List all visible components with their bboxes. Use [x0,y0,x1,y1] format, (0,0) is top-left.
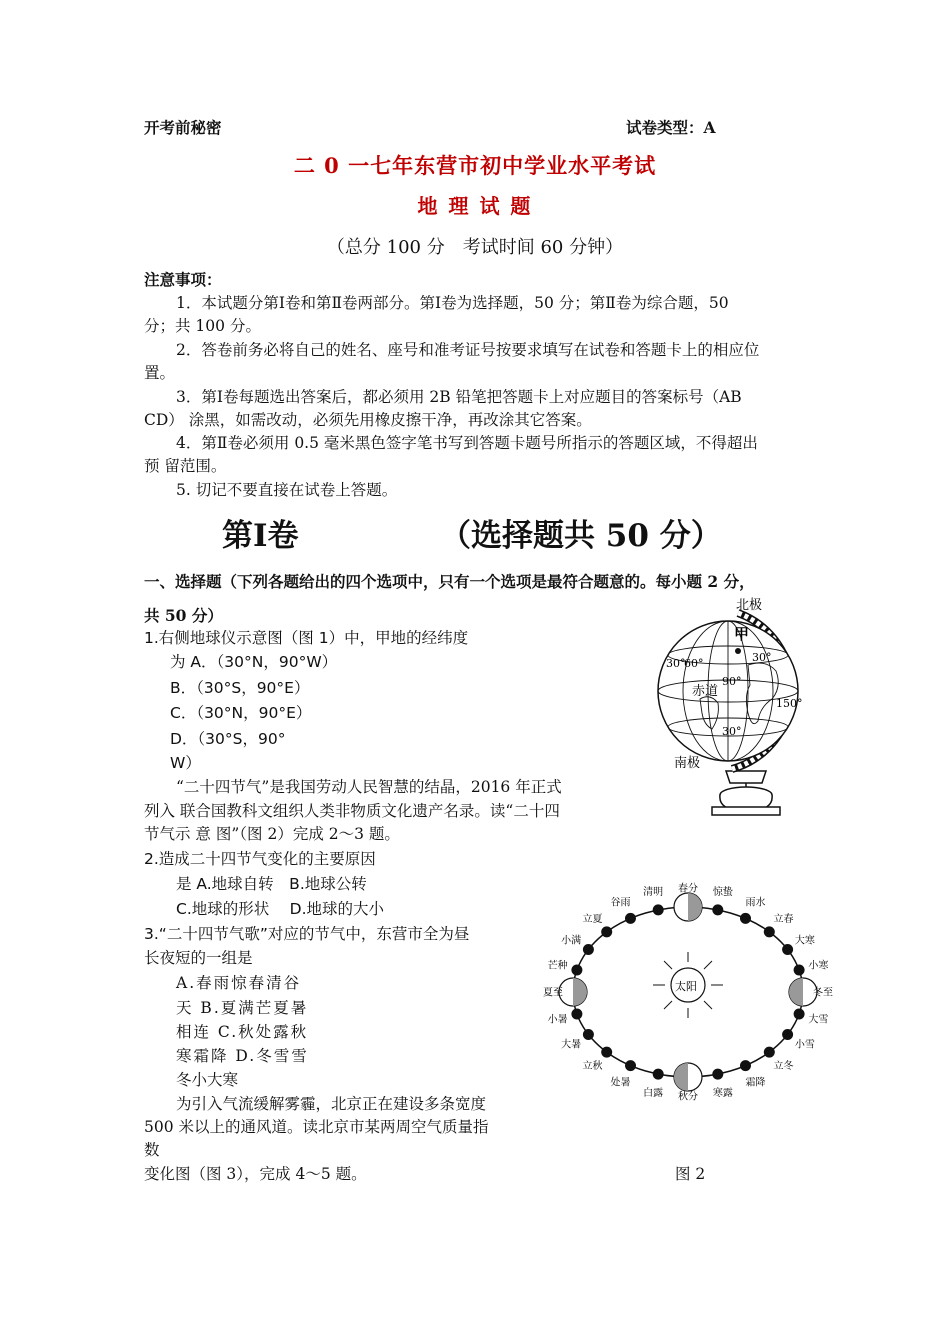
q1-stem: 1.右侧地球仪示意图（图 1）中，甲地的经纬度 [144,629,469,647]
term-label: 小满 [561,935,582,947]
section-instruction-cont: 共 50 分） [144,606,223,625]
term-label: 小暑 [547,1014,568,1026]
notice-item-3: 3．第Ⅰ卷每题选出答案后，都必须用 2B 铅笔把答题卡上对应题目的答案标号（AB [176,388,742,406]
notice-item-4: 4．第Ⅱ卷必须用 0.5 毫米黑色签字笔书写到答题卡题号所指示的答题区域，不得超出 [176,434,758,452]
term-label: 寒露 [712,1088,733,1099]
q1-option-d: D．（30°S，90° [170,730,286,748]
notice-item-4-cont: 预 留范围。 [144,457,227,475]
intro-4-5-line2: 500 米以上的通风道。读北京市某两周空气质量指 [144,1118,489,1136]
term-label: 芒种 [547,960,568,972]
notice-item-5: 5. 切记不要直接在试卷上答题。 [176,481,398,499]
globe-label-lon-90: 90° [722,675,742,688]
term-dot [625,1060,636,1071]
term-label: 大暑 [561,1039,582,1051]
term-dot [740,913,751,924]
exam-title: 二 0 一七年东营市初中学业水平考试 [293,153,657,178]
earth-summer-icon [559,978,587,1006]
term-dot [571,1009,582,1020]
term-label: 秋分 [678,1091,698,1103]
globe-figure [648,595,848,825]
globe-label-jia: 甲 [734,625,750,643]
intro-2-3-line2: 列入 联合国教科文组织人类非物质文化遗产名录。读“二十四 [144,802,560,820]
q3-line-d: 寒霜降 D.冬雪雪 [176,1047,309,1065]
term-label: 雨水 [745,897,766,909]
term-label: 春分 [678,883,698,895]
globe-label-north-pole: 北极 [736,598,763,613]
q1-option-b: B．（30°S，90°E） [170,679,310,697]
term-dot [740,1060,751,1071]
q3-line-e: 冬小大寒 [176,1071,239,1089]
notice-item-2-cont: 置。 [144,364,176,382]
term-dot [583,944,594,955]
term-label: 惊蛰 [712,887,733,898]
term-label: 冬至 [813,987,833,999]
term-dot [782,944,793,955]
term-label: 小寒 [808,960,829,972]
term-dot [764,1047,775,1058]
term-label: 立夏 [582,914,603,925]
term-dot [601,1047,612,1058]
term-label: 清明 [643,887,664,898]
intro-2-3: “二十四节气”是我国劳动人民智慧的结晶，2016 年正式 [176,778,562,796]
term-dot [782,1029,793,1040]
intro-4-5: 为引入气流缓解雾霾，北京正在建设多条宽度 [176,1095,487,1113]
subject-title: 地 理 试 题 [417,194,533,218]
globe-label-lat-30s: 30° [722,725,742,738]
intro-4-5-line3: 数 [144,1141,160,1159]
term-dot [583,1029,594,1040]
notice-heading: 注意事项： [144,270,222,289]
q3-line-c: 相连 C.秋处露秋 [176,1023,309,1041]
term-label: 大雪 [808,1014,829,1026]
term-dot [764,926,775,937]
section-instruction: 一、选择题（下列各题给出的四个选项中，只有一个选项是最符合题意的。每小题 2 分， [144,572,755,591]
globe-label-lat-30: 30° [666,657,686,670]
earth-autumn-icon [674,1063,702,1091]
q1-option-d-cont: W） [170,754,201,772]
intro-2-3-line3: 节气示 意 图”（图 2）完成 2～3 题。 [144,825,400,843]
q3-line-a: A.春雨惊春清谷 [176,974,302,992]
globe-label-equator: 赤道 [692,684,719,699]
notice-item-3-cont: CD） 涂黑，如需改动，必须先用橡皮擦干净，再改涂其它答案。 [144,411,592,429]
q3-line-b: 天 B.夏满芒夏暑 [176,999,309,1017]
q2-stem: 2.造成二十四节气变化的主要原因 [144,850,376,868]
globe-label-lon-60: 60° [684,657,704,670]
term-label: 大寒 [794,935,815,947]
term-dot [601,926,612,937]
term-dot [625,913,636,924]
globe-label-lon-150: 150° [776,697,803,710]
term-dot [712,1069,723,1080]
term-label: 霜降 [745,1077,766,1089]
earth-spring-icon [674,893,702,921]
term-dot [794,1009,805,1020]
paper-type: 试卷类型：A [626,118,716,137]
term-label: 立冬 [773,1061,794,1072]
q1-option-c: C．（30°N，90°E） [170,704,312,722]
term-label: 小雪 [794,1039,815,1051]
notice-item-1: 1．本试题分第Ⅰ卷和第Ⅱ卷两部分。第Ⅰ卷为选择题，50 分；第Ⅱ卷为综合题，50 [176,294,729,312]
term-dot [712,904,723,915]
exam-info: （总分 100 分 考试时间 60 分钟） [326,237,624,258]
intro-4-5-line4: 变化图（图 3），完成 4～5 题。 [144,1165,367,1183]
term-dot [653,1069,664,1080]
q2-options-ab: 是 A.地球自转 B.地球公转 [176,875,367,893]
term-dot [653,904,664,915]
q3-stem: 3.“二十四节气歌”对应的节气中，东营市全为昼 [144,925,470,943]
q1-option-a: 为 A．（30°N，90°W） [170,653,338,671]
term-label: 处暑 [610,1077,631,1089]
secret-label: 开考前秘密 [144,118,222,137]
term-label: 谷雨 [610,897,631,909]
q2-options-cd: C.地球的形状 D.地球的大小 [176,900,385,918]
notice-item-2: 2．答卷前务必将自己的姓名、座号和准考证号按要求填写在试卷和答题卡上的相应位 [176,341,760,359]
sun-label: 太阳 [675,980,697,993]
solar-terms-figure [543,880,835,1103]
term-label: 立秋 [582,1061,603,1072]
globe-label-south-pole: 南极 [674,756,701,771]
globe-label-lon-30: 30° [752,651,772,664]
term-dot [571,965,582,976]
term-label: 立春 [773,914,794,925]
figure-2-caption: 图 2 [675,1165,706,1183]
part-subtitle: （选择题共 50 分） [440,518,722,554]
part-title: 第Ⅰ卷 [222,518,299,554]
term-label: 白露 [643,1088,664,1099]
notice-item-1-cont: 分；共 100 分。 [144,317,261,335]
term-label: 夏至 [543,987,563,999]
term-dot [794,965,805,976]
q3-stem-cont: 长夜短的一组是 [144,949,253,967]
